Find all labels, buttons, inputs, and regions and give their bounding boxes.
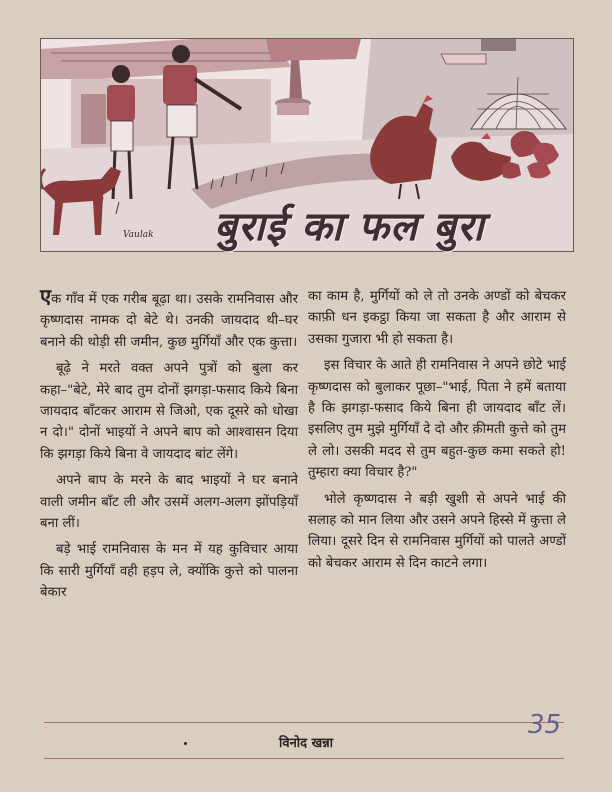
paragraph: भोले कृष्णदास ने बड़ी खुशी से अपने भाई की सलाह को मान लिया और उसने अपने हिस्से में कुत्ता ले लिया। दूसरे दिन से रामनिवास मुर्गियों को पालते अण्डों को बेचकर आराम से दिन काटने लगा।	[308, 491, 566, 571]
paragraph: का काम है, मुर्गियों को ले तो उनके अण्डों को बेचकर काफ़ी धन इकट्ठा किया जा सकता है और आराम से उसका गुजारा भी हो सकता है।	[308, 289, 566, 347]
svg-text:Vaulak: Vaulak	[123, 230, 154, 240]
page-number: 35	[528, 710, 562, 740]
right-column	[308, 286, 566, 579]
drop-cap: ए	[40, 284, 52, 308]
paragraph-text: क गाँव में एक गरीब बूढ़ा था। उसके रामनिवास और कृष्णदास नामक दो बेटे थे। उनकी जायदाद थी–घर बनाने की थोड़ी सी जमीन, कुछ मुर्गियाँ और एक कुत्ता।	[40, 292, 298, 350]
paragraph: इस विचार के आते ही रामनिवास ने अपने छोटे भाई कृष्णदास को बुलाकर पूछा–"भाई, पिता ने हमें बताया है कि झगड़ा-फसाद किये बिना ही जायदाद बाँट लें। इसलिए तुम मुझे मुर्गियाँ दे दो और क़ीमती कुत्ते को तुम ले लो। उसकी मदद से तुम बहुत-कुछ कमा सकते हो! तुम्हारा क्या विचार है?"	[308, 358, 566, 481]
footer-rule-top	[44, 722, 564, 723]
paragraph	[40, 286, 298, 353]
left-column	[40, 286, 298, 609]
paragraph: बूढ़े ने मरते वक्त अपने पुत्रों को बुला कर कहा–"बेटे, मेरे बाद तुम दोनों झगड़ा-फसाद किये बिना जायदाद बाँटकर आराम से जिओ, एक दूसरे को धोखा न दो।" दोनों भाइयों ने अपने बाप को आश्वासन दिया कि झगड़ा किये बिना वे जायदाद बांट लेंगे।	[40, 361, 298, 462]
paragraph: बड़े भाई रामनिवास के मन में यह कुविचार आया कि सारी मुर्गियाँ वही हड़प ले, क्योंकि कुत्ते को पालना बेकार	[40, 542, 298, 601]
story-title: बुराई का फल बुरा	[214, 204, 485, 250]
footer-rule-bottom	[44, 758, 564, 759]
paragraph: अपने बाप के मरने के बाद भाइयों ने घर बनाने वाली जमीन बाँट ली और उसमें अलग-अलग झोंपड़ियाँ बना लीं।	[40, 473, 298, 532]
footer-magazine-name: विनोद खन्ना	[278, 736, 334, 751]
story-title-block	[214, 198, 544, 260]
